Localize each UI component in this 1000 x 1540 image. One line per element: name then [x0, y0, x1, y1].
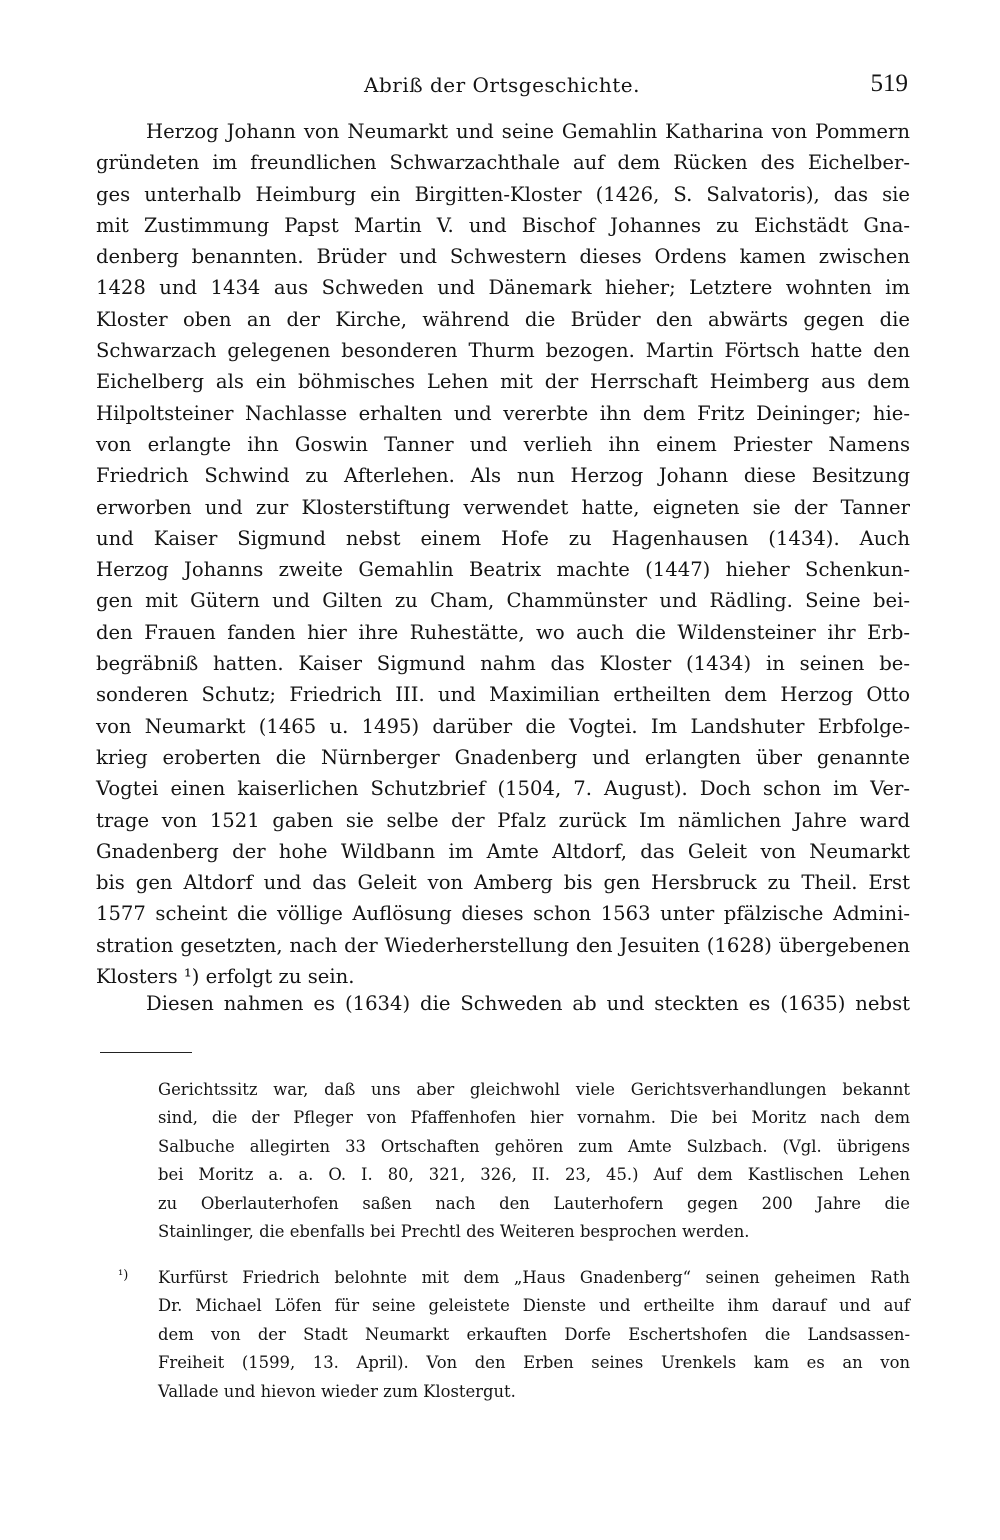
text-line: 1428 und 1434 aus Schweden und Dänemark hieher; Letztere wohnten im: [96, 276, 910, 300]
footnote-line: Freiheit (1599, 13. April). Von den Erben seines Urenkels kam es an von: [158, 1353, 910, 1373]
text-line: krieg eroberten die Nürnberger Gnadenberg und erlangten über genannte: [96, 745, 910, 769]
footnote-line: Stainlinger, die ebenfalls bei Prechtl des Weiteren besprochen werden.: [158, 1222, 750, 1242]
running-header: [96, 70, 908, 104]
footnote-separator: [100, 1052, 192, 1053]
text-line: Hilpoltsteiner Nachlasse erhalten und vererbte ihn dem Fritz Deininger; hie-: [96, 401, 910, 425]
footnote-line: zu Oberlauterhofen saßen nach den Lauterhofern gegen 200 Jahre die: [158, 1193, 910, 1213]
footnote-line: sind, die der Pfleger von Pfaffenhofen hier vornahm. Die bei Moritz nach dem: [158, 1108, 910, 1128]
text-line: begräbniß hatten. Kaiser Sigmund nahm das Kloster (1434) in seinen be-: [96, 652, 910, 676]
text-line: und Kaiser Sigmund nebst einem Hofe zu Hagenhausen (1434). Auch: [96, 526, 910, 550]
text-line: bis gen Altdorf und das Geleit von Amberg bis gen Hersbruck zu Theil. Erst: [96, 871, 910, 895]
text-line: Herzog Johanns zweite Gemahlin Beatrix machte (1447) hieher Schenkun-: [96, 558, 910, 582]
text-line: Gnadenberg der hohe Wildbann im Amte Altdorf, das Geleit von Neumarkt: [96, 839, 910, 863]
text-line: Schwarzach gelegenen besonderen Thurm bezogen. Martin Förtsch hatte den: [96, 339, 910, 363]
second-paragraph: [96, 988, 910, 1019]
text-line: von erlangte ihn Goswin Tanner und verlieh ihn einem Priester Namens: [96, 432, 910, 456]
text-line: ges unterhalb Heimburg ein Birgitten-Kloster (1426, S. Salvatoris), das sie: [96, 182, 910, 206]
text-line: gründeten im freundlichen Schwarzachthale auf dem Rücken des Eichelber-: [96, 151, 910, 175]
text-line: Diesen nahmen es (1634) die Schweden ab und steckten es (1635) nebst: [146, 992, 910, 1015]
text-line: gen mit Gütern und Gilten zu Cham, Chammünster und Rädling. Seine bei-: [96, 589, 910, 613]
footnote-marker: ¹): [118, 1268, 129, 1283]
text-line: von Neumarkt (1465 u. 1495) darüber die Vogtei. Im Landshuter Erbfolge-: [96, 714, 910, 738]
page-number: 519: [870, 70, 908, 97]
footnote-line: bei Moritz a. a. O. I. 80, 321, 326, II. 23, 45.) Auf dem Kastlischen Lehen: [158, 1165, 910, 1185]
text-line: Friedrich Schwind zu Afterlehen. Als nun Herzog Johann diese Besitzung: [96, 464, 910, 488]
text-line: Eichelberg als ein böhmisches Lehen mit der Herrschaft Heimberg aus dem: [96, 370, 910, 394]
footnote-line: Salbuche allegirten 33 Ortschaften gehören zum Amte Sulzbach. (Vgl. übrigens: [158, 1136, 910, 1156]
text-line: trage von 1521 gaben sie selbe der Pfalz zurück Im nämlichen Jahre ward: [96, 808, 910, 832]
text-line: Herzog Johann von Neumarkt und seine Gemahlin Katharina von Pommern: [146, 120, 910, 143]
text-line: 1577 scheint die völlige Auflösung dieses schon 1563 unter pfälzische Admini-: [96, 902, 910, 926]
text-line: mit Zustimmung Papst Martin V. und Bischof Johannes zu Eichstädt Gna-: [96, 213, 910, 237]
footnote-line: Gerichtssitz war, daß uns aber gleichwohl viele Gerichtsverhandlungen bekannt: [158, 1080, 910, 1099]
text-line: sonderen Schutz; Friedrich III. und Maximilian ertheilten dem Herzog Otto: [96, 683, 910, 707]
text-line: Kloster oben an der Kirche, während die Brüder den abwärts gegen die: [96, 307, 910, 331]
footnote-continued: [158, 1076, 910, 1246]
text-line: stration gesetzten, nach der Wiederherstellung den Jesuiten (1628) übergebenen: [96, 933, 910, 957]
footnote-1: [158, 1264, 910, 1406]
text-line: Vogtei einen kaiserlichen Schutzbrief (1504, 7. August). Doch schon im Ver-: [96, 777, 910, 801]
text-line: denberg benannten. Brüder und Schwestern dieses Ordens kamen zwischen: [96, 245, 910, 269]
running-title: Abriß der Ortsgeschichte.: [364, 73, 640, 97]
footnote-line: Vallade und hievon wieder zum Klostergut.: [158, 1381, 516, 1401]
footnote-line: Kurfürst Friedrich belohnte mit dem „Haus Gnadenberg“ seinen geheimen Rath: [158, 1268, 910, 1287]
footnote-line: dem von der Stadt Neumarkt erkauften Dorfe Eschertshofen die Landsassen-: [158, 1324, 910, 1344]
text-line: Klosters ¹) erfolgt zu sein.: [96, 965, 355, 989]
text-line: den Frauen fanden hier ihre Ruhestätte, wo auch die Wildensteiner ihr Erb-: [96, 620, 910, 644]
main-paragraph: [96, 116, 910, 992]
text-line: erworben und zur Klosterstiftung verwendet hatte, eigneten sie der Tanner: [96, 495, 910, 519]
footnote-line: Dr. Michael Löfen für seine geleistete Dienste und ertheilte ihm darauf und auf: [158, 1296, 910, 1316]
